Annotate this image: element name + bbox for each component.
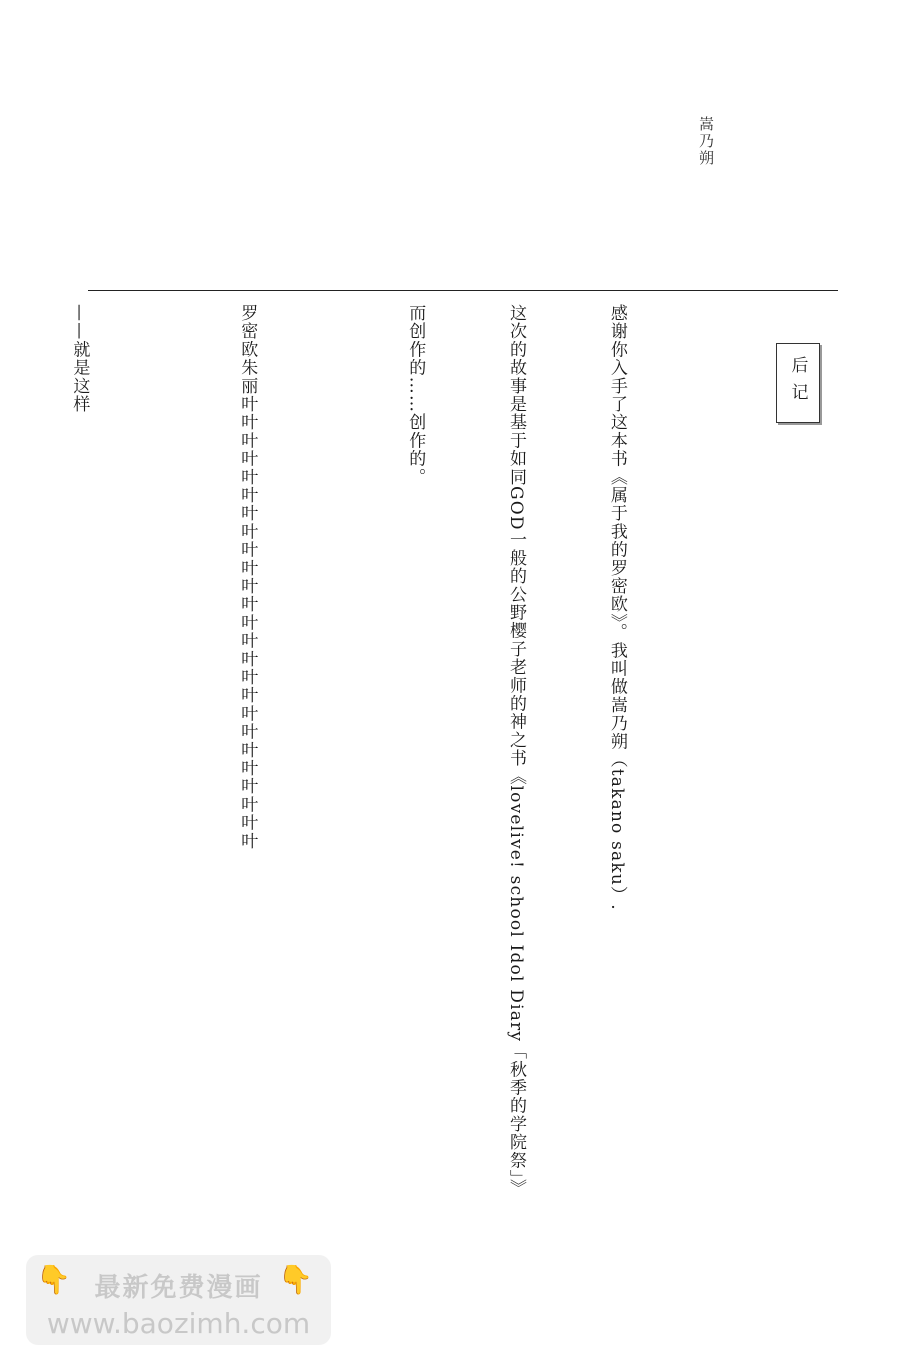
text-column: 这次的故事是基于如同GOD一般的公野樱子老师的神之书《lovelive! school Idol Diary「秋季的学院祭」》 [506, 304, 527, 1198]
watermark-url[interactable]: www.baozimh.com [46, 1307, 311, 1340]
text-column: 罗密欧朱丽叶叶叶叶叶叶叶叶叶叶叶叶叶叶叶叶叶叶叶叶叶叶叶叶叶 [237, 304, 258, 850]
title-box [776, 343, 820, 423]
text-column: 感谢你入手了这本书《属于我的罗密欧》。我叫做嵩乃朔（takano saku）. [606, 304, 627, 911]
afterword-body [69, 304, 700, 1334]
text-column: ——就是这样 [69, 304, 90, 414]
pointing-down-icon: 👇 [36, 1263, 71, 1296]
divider-line [88, 290, 838, 291]
author-name: 嵩乃朔 [697, 116, 715, 167]
watermark-banner[interactable] [26, 1255, 331, 1345]
page-title: 后记 [787, 356, 808, 410]
pointing-down-icon: 👇 [278, 1263, 313, 1296]
watermark-title: 最新免费漫画 [94, 1273, 263, 1303]
text-column: 而创作的……创作的。 [405, 304, 426, 486]
